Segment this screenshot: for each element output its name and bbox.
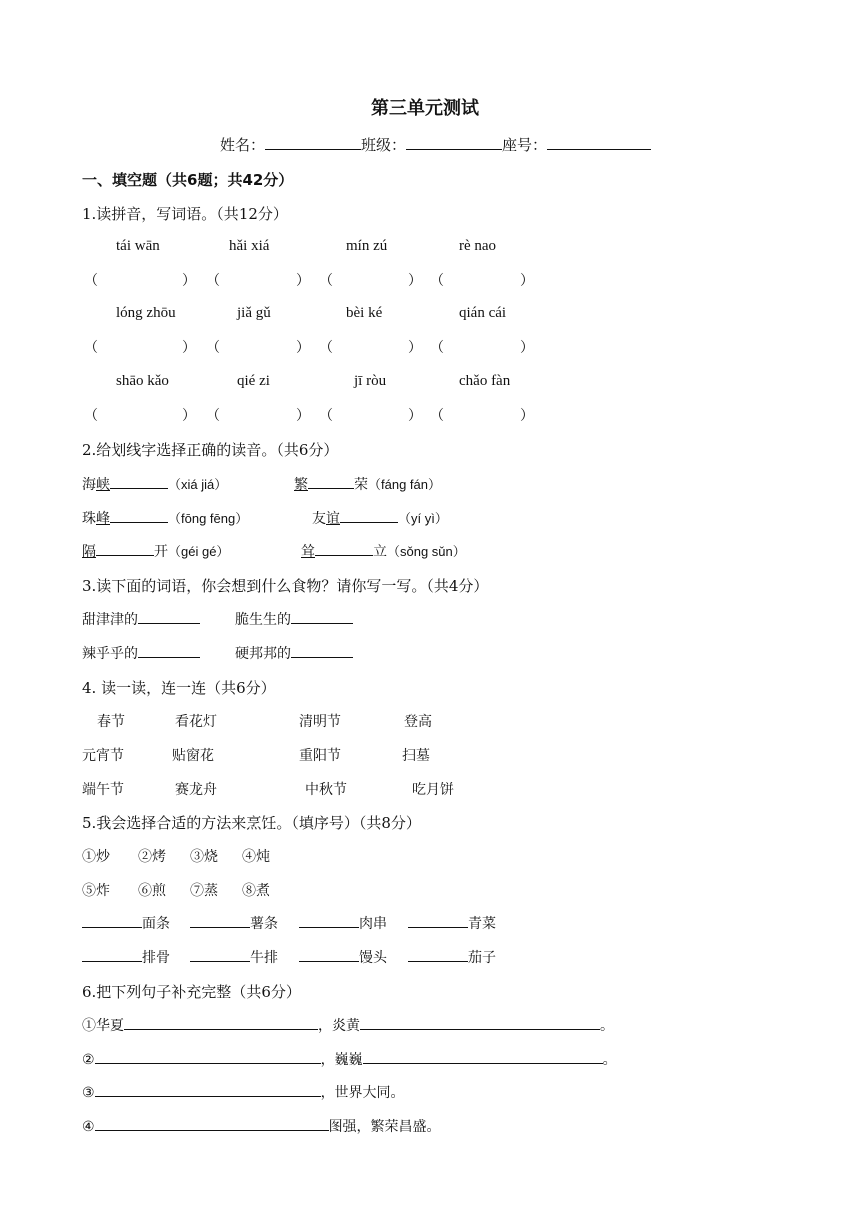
festival[interactable]: 中秋节 <box>305 782 347 798</box>
q6-prompt: 6.把下列句子补充完整（共6分） <box>82 983 301 1001</box>
underlined-char: 隔 <box>82 544 96 560</box>
q6-line-4: ④ 图强，繁荣昌盛。 <box>82 1116 441 1136</box>
q4-prompt: 4. 读一读，连一连（共6分） <box>82 679 276 697</box>
q3-item: 甜津津的 <box>82 609 200 629</box>
q3-item: 脆生生的 <box>235 609 353 629</box>
festival[interactable]: 春节 <box>97 714 125 730</box>
answer-blank[interactable] <box>363 1049 603 1064</box>
underlined-char: 繁 <box>294 477 308 493</box>
open-paren: （ <box>319 273 333 289</box>
name-field[interactable] <box>265 135 361 150</box>
class-field[interactable] <box>406 135 502 150</box>
custom[interactable]: 看花灯 <box>175 714 217 730</box>
open-paren: （ <box>206 273 220 289</box>
open-paren: （ <box>430 408 444 424</box>
student-info <box>220 134 651 155</box>
name-label: 姓名： <box>220 136 266 154</box>
underlined-char: 峰 <box>96 511 110 527</box>
q2-item: 友谊 （yí yì） <box>312 508 448 528</box>
answer-blank[interactable] <box>110 474 168 489</box>
open-paren: （ <box>430 273 444 289</box>
close-paren: ） <box>520 408 534 424</box>
close-paren: ） <box>296 273 310 289</box>
q2-item: 耸 立（sǒng sǔn） <box>301 541 466 561</box>
answer-blank[interactable] <box>408 947 468 962</box>
answer-blank[interactable] <box>291 609 353 624</box>
answer-blank[interactable] <box>291 643 353 658</box>
method: ④炖 <box>242 849 270 865</box>
answer-blank[interactable] <box>95 1049 321 1064</box>
close-paren: ） <box>296 340 310 356</box>
custom[interactable]: 赛龙舟 <box>175 782 217 798</box>
q6-line-1: ①华夏 ，炎黄 。 <box>82 1015 614 1035</box>
q5-item: 肉串 <box>299 913 387 933</box>
q2-item: 海峡 （xiá jiá） <box>82 474 227 494</box>
close-paren: ） <box>520 273 534 289</box>
pinyin: hǎi xiá <box>229 238 270 254</box>
method: ①炒 <box>82 849 110 865</box>
q5-item: 馒头 <box>299 947 387 967</box>
close-paren: ） <box>296 408 310 424</box>
pinyin: tái wān <box>116 238 160 254</box>
open-paren: （ <box>84 273 98 289</box>
pinyin: chǎo fàn <box>459 373 511 389</box>
q5-prompt: 5.我会选择合适的方法来烹饪。（填序号）（共8分） <box>82 814 421 832</box>
q6-line-3: ③ ，世界大同。 <box>82 1082 405 1102</box>
method: ⑧煮 <box>242 883 270 899</box>
underlined-char: 谊 <box>326 511 340 527</box>
q5-item: 面条 <box>82 913 170 933</box>
answer-blank[interactable] <box>315 541 373 556</box>
seat-field[interactable] <box>547 135 651 150</box>
open-paren: （ <box>430 340 444 356</box>
custom[interactable]: 登高 <box>404 714 432 730</box>
answer-blank[interactable] <box>308 474 354 489</box>
pinyin: shāo kǎo <box>116 373 169 389</box>
custom[interactable]: 吃月饼 <box>412 782 454 798</box>
answer-blank[interactable] <box>299 913 359 928</box>
answer-blank[interactable] <box>124 1015 318 1030</box>
open-paren: （ <box>319 408 333 424</box>
open-paren: （ <box>319 340 333 356</box>
q3-item: 硬邦邦的 <box>235 643 353 663</box>
close-paren: ） <box>408 273 422 289</box>
answer-blank[interactable] <box>95 1116 329 1131</box>
q5-item: 青菜 <box>408 913 496 933</box>
answer-blank[interactable] <box>95 1082 321 1097</box>
q2-item: 珠峰 （fōng fēng） <box>82 508 248 528</box>
class-label: 班级： <box>361 136 407 154</box>
q6-line-2: ② ，巍巍 。 <box>82 1049 617 1069</box>
answer-blank[interactable] <box>96 541 154 556</box>
answer-blank[interactable] <box>138 609 200 624</box>
open-paren: （ <box>206 340 220 356</box>
q5-item: 茄子 <box>408 947 496 967</box>
method: ⑦蒸 <box>190 883 218 899</box>
q3-item: 辣乎乎的 <box>82 643 200 663</box>
answer-blank[interactable] <box>408 913 468 928</box>
section-heading: 一、填空题（共6题；共42分） <box>82 171 294 189</box>
custom[interactable]: 贴窗花 <box>172 748 214 764</box>
close-paren: ） <box>182 273 196 289</box>
answer-blank[interactable] <box>190 913 250 928</box>
open-paren: （ <box>84 408 98 424</box>
seat-label: 座号： <box>502 136 548 154</box>
answer-blank[interactable] <box>82 913 142 928</box>
close-paren: ） <box>520 340 534 356</box>
answer-blank[interactable] <box>340 508 398 523</box>
q3-prompt: 3.读下面的词语，你会想到什么食物？请你写一写。（共4分） <box>82 577 489 595</box>
close-paren: ） <box>408 408 422 424</box>
festival[interactable]: 端午节 <box>82 782 124 798</box>
pinyin: bèi ké <box>346 305 383 321</box>
custom[interactable]: 扫墓 <box>402 748 430 764</box>
pinyin: qié zi <box>237 373 270 389</box>
method: ⑤炸 <box>82 883 110 899</box>
method: ③烧 <box>190 849 218 865</box>
answer-blank[interactable] <box>138 643 200 658</box>
answer-blank[interactable] <box>82 947 142 962</box>
festival[interactable]: 元宵节 <box>82 748 124 764</box>
open-paren: （ <box>84 340 98 356</box>
page-title: 第三单元测试 <box>371 98 479 119</box>
pinyin: rè nao <box>459 238 497 254</box>
close-paren: ） <box>408 340 422 356</box>
answer-blank[interactable] <box>360 1015 600 1030</box>
answer-blank[interactable] <box>190 947 250 962</box>
pinyin: jī ròu <box>354 373 387 389</box>
pinyin: mín zú <box>346 238 388 254</box>
pinyin: lóng zhōu <box>116 305 176 321</box>
q1-prompt: 1.读拼音，写词语。（共12分） <box>82 205 288 223</box>
pinyin: qián cái <box>459 305 507 321</box>
q5-item: 牛排 <box>190 947 278 967</box>
q2-item: 隔 开（géi gé） <box>82 541 229 561</box>
open-paren: （ <box>206 408 220 424</box>
q2-item: 繁 荣（fáng fán） <box>294 474 441 494</box>
answer-blank[interactable] <box>299 947 359 962</box>
close-paren: ） <box>182 340 196 356</box>
q2-prompt: 2.给划线字选择正确的读音。（共6分） <box>82 441 339 459</box>
method: ②烤 <box>138 849 166 865</box>
underlined-char: 耸 <box>301 544 315 560</box>
method: ⑥煎 <box>138 883 166 899</box>
q5-item: 排骨 <box>82 947 170 967</box>
answer-blank[interactable] <box>110 508 168 523</box>
close-paren: ） <box>182 408 196 424</box>
underlined-char: 峡 <box>96 477 110 493</box>
pinyin: jiǎ gǔ <box>237 305 271 321</box>
festival[interactable]: 重阳节 <box>299 748 341 764</box>
festival[interactable]: 清明节 <box>299 714 341 730</box>
q5-item: 薯条 <box>190 913 278 933</box>
